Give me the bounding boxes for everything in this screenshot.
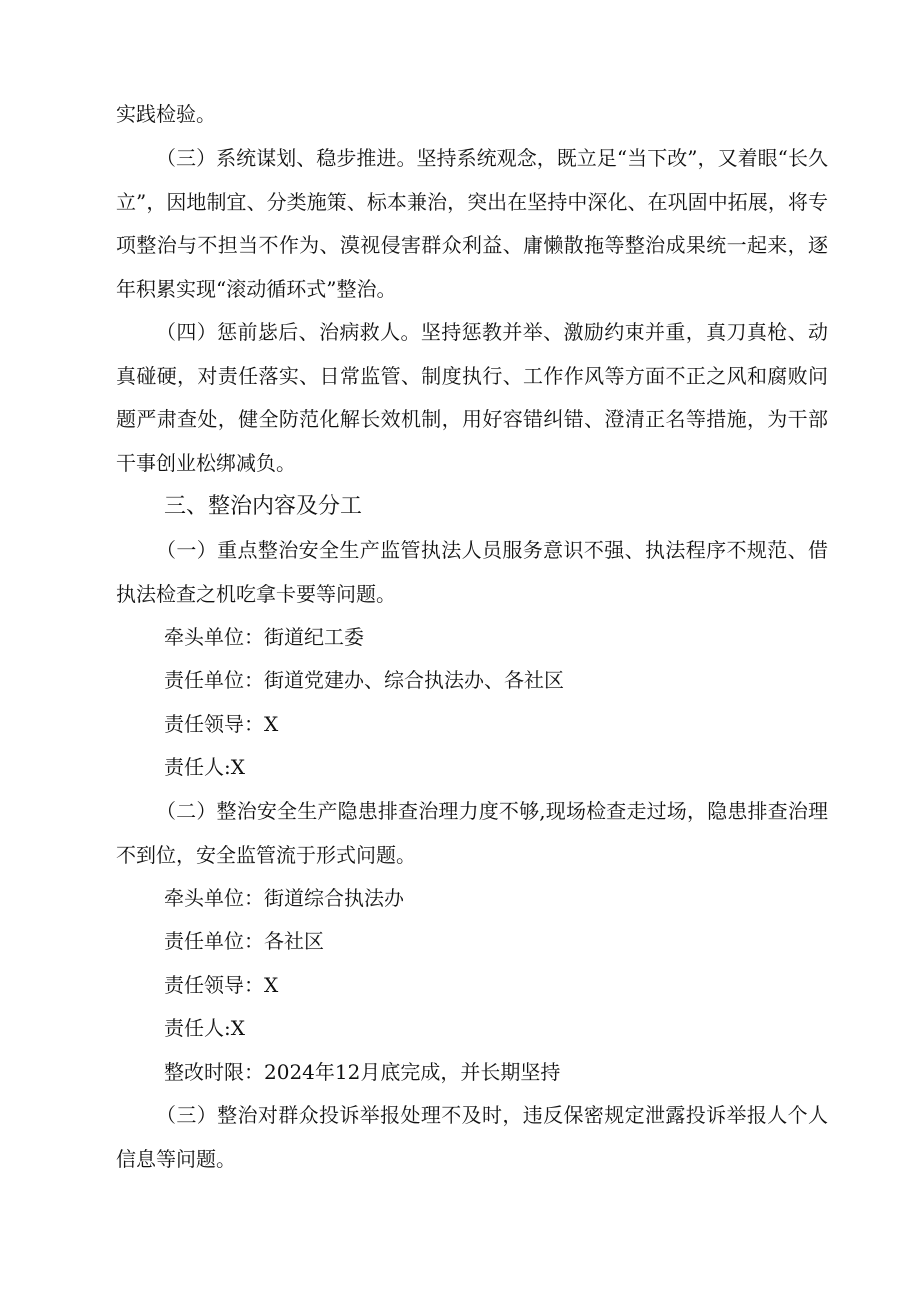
item-1-text: （一）重点整治安全生产监管执法人员服务意识不强、执法程序不规范、借执法检查之机吃拿卡要等问题。 (116, 538, 828, 606)
item-2-responsible-leader: 责任领导：X (164, 973, 279, 997)
item-2-responsible-person: 责任人:X (164, 1016, 245, 1040)
paragraph-continuation: 实践检验。 (116, 102, 216, 126)
paragraph-principle-3: （三）系统谋划、稳步推进。坚持系统观念，既立足“当下改”，又着眼“长久立”，因地制宜、分类施策、标本兼治，突出在坚持中深化、在巩固中拓展，将专项整治与不担当不作为、漠视侵害群众利益、庸懒散拖等整治成果统一起来，逐年积累实现“滚动循环式”整治。 (116, 146, 828, 301)
item-3-text: （三）整治对群众投诉举报处理不及时，违反保密规定泄露投诉举报人个人信息等问题。 (116, 1103, 828, 1171)
item-1-responsible-person: 责任人:X (164, 755, 245, 779)
item-1-responsible-unit: 责任单位：街道党建办、综合执法办、各社区 (164, 668, 564, 692)
item-1-lead-unit: 牵头单位：街道纪工委 (164, 625, 364, 649)
item-2-deadline: 整改时限：2024年12月底完成，并长期坚持 (164, 1060, 561, 1084)
item-2-text: （二）整治安全生产隐患排查治理力度不够,现场检查走过场，隐患排查治理不到位，安全监管流于形式问题。 (116, 799, 828, 867)
item-2-lead-unit: 牵头单位：街道综合执法办 (164, 886, 404, 910)
item-2-responsible-unit: 责任单位：各社区 (164, 929, 324, 953)
item-1-responsible-leader: 责任领导：X (164, 712, 279, 736)
paragraph-principle-4: （四）惩前毖后、治病救人。坚持惩教并举、激励约束并重，真刀真枪、动真碰硬，对责任落实、日常监管、制度执行、工作作风等方面不正之风和腐败问题严肃查处，健全防范化解长效机制，用好容错纠错、澄清正名等措施，为干部干事创业松绑减负。 (116, 320, 828, 475)
section-3-heading: 三、整治内容及分工 (164, 494, 363, 519)
